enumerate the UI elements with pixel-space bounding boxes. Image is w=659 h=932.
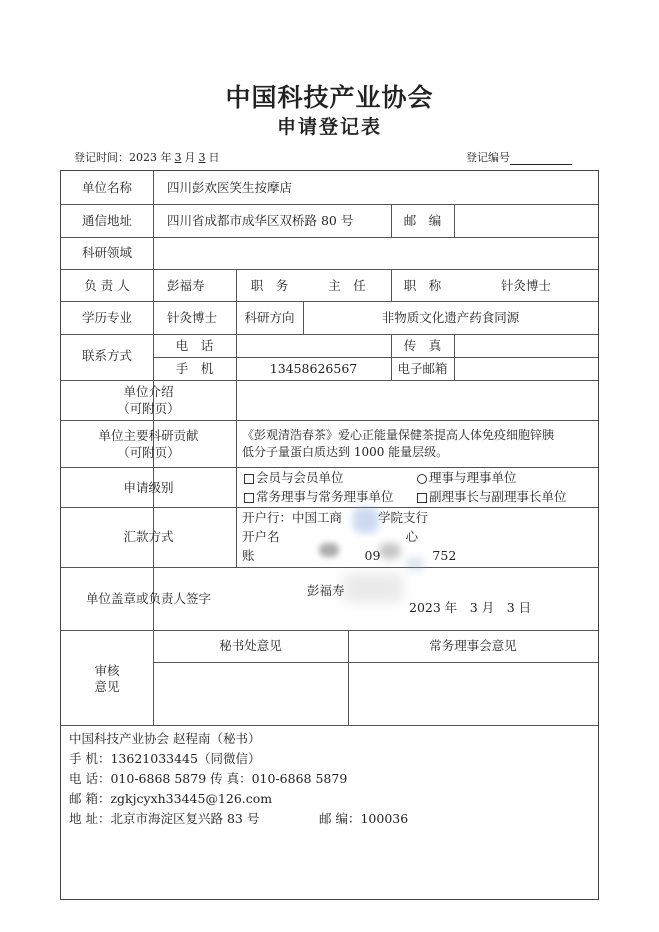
- checkbox-icon: [417, 493, 427, 503]
- footer-postcode: 邮 编：100036: [319, 811, 409, 826]
- registration-number-blank: [510, 154, 572, 165]
- position-label: 职 务: [250, 278, 289, 293]
- footer-contact-name: 中国科技产业协会 赵程南（秘书）: [69, 731, 261, 746]
- registration-month: 3: [174, 151, 182, 164]
- account-mid: 09: [364, 548, 381, 563]
- postcode-label: 邮 编: [403, 213, 442, 228]
- row-divider: [61, 237, 598, 238]
- remittance-label: 汇款方式: [123, 529, 174, 544]
- checkbox-icon: [244, 474, 254, 484]
- level-option-vice-president-label: 副理事长与副理事长单位: [429, 489, 567, 504]
- unit-name-value: 四川彭欢医笑生按摩店: [167, 180, 293, 195]
- registration-day: 3: [198, 151, 206, 164]
- leader-label: 负 责 人: [84, 278, 130, 293]
- page-title: 中国科技产业协会: [225, 83, 434, 112]
- row-divider: [61, 467, 598, 468]
- bank-line-start: 开户行：中国工商: [242, 510, 343, 525]
- research-direction-label: 科研方向: [244, 310, 295, 325]
- level-option-director-label: 理事与理事单位: [429, 470, 517, 485]
- row-divider: [153, 662, 598, 663]
- application-form: [60, 170, 599, 900]
- redaction-blur: [343, 573, 403, 603]
- registration-time: [74, 149, 220, 165]
- column-divider: [236, 380, 237, 567]
- row-divider: [61, 567, 598, 568]
- holder-line-start: 开户名: [242, 529, 280, 544]
- unit-name-label: 单位名称: [81, 180, 132, 195]
- job-title-value: 针灸博士: [500, 278, 551, 293]
- row-divider: [61, 204, 598, 205]
- level-option-standing-director-label: 常务理事与常务理事单位: [256, 489, 394, 504]
- contribution-line-2: 低分子量蛋白质达到 1000 能量层级。: [242, 445, 449, 459]
- footer-email: 邮 箱：zgkjcyxh33445@126.com: [69, 791, 273, 806]
- account-end: 752: [432, 548, 457, 563]
- holder-line-end: 心: [405, 529, 419, 544]
- signature-label: 单位盖章或负责人签字: [85, 591, 211, 606]
- email-label: 电子邮箱: [397, 361, 448, 376]
- research-direction-value: 非物质文化遗产药食同源: [381, 310, 520, 325]
- leader-value: 彭福寿: [167, 278, 205, 293]
- contribution-note: （可附页）: [117, 445, 180, 460]
- row-divider: [61, 380, 598, 381]
- row-divider: [61, 301, 598, 302]
- row-divider: [61, 334, 598, 335]
- contribution-line-1: 《彭观清浩春茶》爱心正能量保健茶提高人体免疫细胞锌胰: [242, 428, 555, 442]
- row-divider: [61, 507, 598, 508]
- signature-value: 彭福寿: [307, 583, 345, 598]
- level-option-director[interactable]: [417, 470, 517, 486]
- row-divider: [61, 269, 598, 270]
- unit-intro-note: （可附页）: [117, 401, 180, 416]
- mobile-value: 13458626567: [269, 361, 358, 376]
- contribution-label: 单位主要科研贡献: [98, 428, 199, 443]
- level-option-member-label: 会员与会员单位: [256, 470, 344, 485]
- research-field-label: 科研领域: [81, 245, 132, 260]
- column-divider: [454, 204, 455, 237]
- unit-intro-label: 单位介绍: [123, 384, 174, 399]
- checked-circle-icon: [417, 474, 427, 484]
- level-label: 申请级别: [123, 480, 174, 495]
- column-divider: [454, 334, 455, 380]
- redaction-blur: [353, 507, 379, 533]
- registration-time-prefix: 登记时间：2023 年: [74, 151, 172, 164]
- registration-day-unit: 日: [208, 151, 220, 164]
- account-line: [242, 548, 456, 564]
- page-subtitle: 申请登记表: [276, 116, 382, 138]
- position-value: 主 任: [328, 278, 366, 293]
- row-divider: [61, 630, 598, 631]
- registration-month-unit: 月: [184, 151, 196, 164]
- level-option-standing-director[interactable]: [244, 489, 394, 505]
- education-label: 学历专业: [81, 310, 132, 325]
- account-label: 账: [242, 548, 255, 563]
- education-value: 针灸博士: [167, 310, 218, 325]
- fax-label: 传 真: [403, 338, 442, 353]
- council-opinion-label: 常务理事会意见: [429, 638, 517, 653]
- secretariat-opinion-label: 秘书处意见: [219, 638, 282, 653]
- footer-phone-fax: 电 话：010-6868 5879 传 真：010-6868 5879: [69, 771, 348, 786]
- footer-mobile: 手 机：13621033445（同微信）: [69, 751, 261, 766]
- level-option-member[interactable]: [244, 470, 344, 486]
- bank-line: [242, 510, 428, 526]
- review-label-2: 意见: [94, 679, 120, 694]
- redaction-blur: [379, 543, 401, 559]
- redaction-blur: [406, 557, 424, 571]
- job-title-label: 职 称: [403, 278, 442, 293]
- level-option-vice-president[interactable]: [417, 489, 567, 505]
- review-label-1: 审核: [94, 663, 120, 678]
- row-divider: [153, 357, 598, 358]
- redaction-blur: [319, 543, 339, 557]
- mobile-label: 手 机: [175, 361, 214, 376]
- registration-number-label: 登记编号: [466, 151, 510, 164]
- bank-line-end: 学院支行: [378, 510, 429, 525]
- footer-address: 地 址：北京市海淀区复兴路 83 号: [69, 811, 260, 826]
- signature-date: 2023 年 3 月 3 日: [409, 600, 532, 615]
- phone-label: 电 话: [175, 338, 214, 353]
- row-divider: [61, 725, 598, 726]
- contact-label: 联系方式: [81, 348, 132, 363]
- registration-number: [466, 149, 572, 165]
- address-value: 四川省成都市成华区双桥路 80 号: [167, 213, 354, 228]
- address-label: 通信地址: [81, 213, 132, 228]
- row-divider: [61, 420, 598, 421]
- checkbox-icon: [244, 493, 254, 503]
